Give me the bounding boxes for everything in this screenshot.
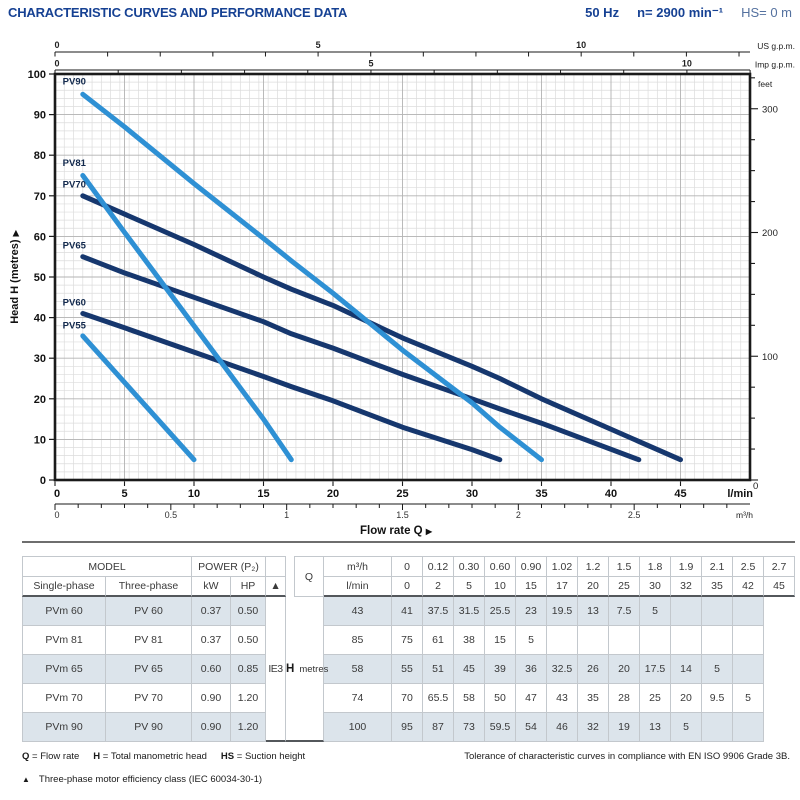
hp-value-cell: 1.20 <box>231 684 266 713</box>
legend-key: HS <box>220 751 237 762</box>
y-tick-label: 70 <box>33 190 46 203</box>
h-value-cell <box>733 597 764 626</box>
q-m3h-value: 1.9 <box>671 556 702 577</box>
triangle-header-blank <box>266 556 286 577</box>
us-gpm-tick-label: 0 <box>54 40 60 50</box>
kw-value-cell: 0.90 <box>192 684 231 713</box>
kw-value-cell: 0.60 <box>192 655 231 684</box>
q-m3h-value: 0.30 <box>454 556 485 577</box>
feet-zero-label: 0 <box>753 481 759 492</box>
feet-tick-label: 300 <box>762 104 778 116</box>
q-lmin-unit-label: l/min <box>324 577 392 597</box>
footnote-row <box>22 751 790 762</box>
curve-label-PV90: PV90 <box>62 76 86 88</box>
h-value-cell: 75 <box>392 626 423 655</box>
lmin-tick-label: 20 <box>326 488 340 500</box>
imp-gpm-tick-label: 10 <box>681 58 692 69</box>
frequency-value: 50 Hz <box>585 5 620 20</box>
legend-key: H <box>93 751 103 762</box>
spec-values <box>585 5 792 21</box>
q-m3h-value: 2.5 <box>733 556 764 577</box>
q-lmin-value: 32 <box>671 577 702 597</box>
h-value-cell: 28 <box>609 684 640 713</box>
h-value-cell: 17.5 <box>640 655 671 684</box>
h-value-cell: 47 <box>516 684 547 713</box>
m3h-tick-label: 1.5 <box>396 510 409 520</box>
q-lmin-value: 45 <box>764 577 795 597</box>
y-axis-left <box>28 69 55 487</box>
kw-header: kW <box>192 577 231 597</box>
h-value-cell: 43 <box>324 597 392 626</box>
h-value-cell: 51 <box>423 655 454 684</box>
h-value-cell: 59.5 <box>485 713 516 742</box>
h-symbol: H <box>286 662 295 675</box>
model-single-cell: PVm 60 <box>22 597 106 626</box>
y-tick-label: 20 <box>33 393 46 406</box>
us-gpm-unit-label: US g.p.m. <box>757 41 795 51</box>
h-value-cell: 50 <box>485 684 516 713</box>
triangle-header: ▲ <box>266 577 286 597</box>
h-value-cell: 31.5 <box>454 597 485 626</box>
tolerance-note: Tolerance of characteristic curves in compliance with EN ISO 9906 Grade 3B. <box>464 751 790 762</box>
lmin-tick-label: 5 <box>121 488 128 500</box>
q-m3h-unit-label: m³/h <box>324 556 392 577</box>
q-lmin-value: 2 <box>423 577 454 597</box>
h-value-cell: 46 <box>547 713 578 742</box>
lmin-unit-label: l/min <box>727 488 753 500</box>
imp-gpm-tick-label: 5 <box>368 58 374 69</box>
h-value-cell: 32.5 <box>547 655 578 684</box>
h-value-cell: 70 <box>392 684 423 713</box>
us-gpm-tick-label: 5 <box>315 40 321 50</box>
h-unit: metres <box>299 663 329 675</box>
q-lmin-value: 0 <box>392 577 423 597</box>
x-axis-lmin <box>54 482 753 501</box>
ie3-cell: IE3 <box>266 597 286 742</box>
lmin-tick-label: 10 <box>187 488 201 500</box>
model-three-cell: PV 81 <box>106 626 192 655</box>
h-value-cell: 5 <box>733 684 764 713</box>
h-value-cell: 25.5 <box>485 597 516 626</box>
h-value-cell: 100 <box>324 713 392 742</box>
triangle-icon: ▲ <box>22 775 30 784</box>
h-value-cell: 74 <box>324 684 392 713</box>
feet-tick-label: 100 <box>762 351 778 363</box>
h-value-cell <box>578 626 609 655</box>
speed-value: n= 2900 min⁻¹ <box>637 5 724 20</box>
lmin-tick-label: 30 <box>465 488 479 500</box>
h-value-cell: 20 <box>671 684 702 713</box>
page-title: CHARACTERISTIC CURVES AND PERFORMANCE DATA <box>8 5 348 20</box>
kw-value-cell: 0.90 <box>192 713 231 742</box>
y-tick-label: 10 <box>33 434 46 447</box>
symbol-legend <box>22 751 305 762</box>
q-lmin-value: 10 <box>485 577 516 597</box>
model-single-cell: PVm 90 <box>22 713 106 742</box>
three-phase-header: Three-phase <box>106 577 192 597</box>
y-tick-label: 40 <box>33 312 46 325</box>
x-axis-m3h <box>54 504 753 520</box>
h-value-cell: 7.5 <box>609 597 640 626</box>
lmin-tick-label: 15 <box>257 488 270 500</box>
h-value-cell: 43 <box>547 684 578 713</box>
h-value-cell <box>640 626 671 655</box>
y-axis-right-feet <box>751 78 778 492</box>
q-m3h-value: 0 <box>392 556 423 577</box>
h-value-cell <box>702 713 733 742</box>
y-tick-label: 90 <box>33 109 46 122</box>
q-lmin-value: 17 <box>547 577 578 597</box>
h-value-cell: 32 <box>578 713 609 742</box>
q-m3h-value: 1.02 <box>547 556 578 577</box>
model-header: MODEL <box>22 556 192 577</box>
lmin-tick-label: 40 <box>604 488 618 500</box>
h-value-cell: 26 <box>578 655 609 684</box>
power-header: POWER (P₂) <box>192 556 266 577</box>
h-value-cell: 5 <box>702 655 733 684</box>
m3h-tick-label: 0 <box>54 510 60 520</box>
model-three-cell: PV 70 <box>106 684 192 713</box>
performance-table-wrap <box>22 556 795 742</box>
hp-header: HP <box>231 577 266 597</box>
h-value-cell: 15 <box>485 626 516 655</box>
m3h-tick-label: 1 <box>284 510 290 520</box>
y-tick-label: 30 <box>33 353 46 366</box>
legend-item: H = Total manometric head <box>93 751 207 762</box>
model-three-cell: PV 60 <box>106 597 192 626</box>
imp-gpm-unit-label: Imp g.p.m. <box>754 59 795 70</box>
x-axis-imp-gpm <box>54 59 795 74</box>
h-value-cell: 13 <box>640 713 671 742</box>
q-header: Q <box>294 556 324 597</box>
efficiency-note-row <box>22 774 262 785</box>
q-m3h-value: 1.8 <box>640 556 671 577</box>
q-lmin-value: 42 <box>733 577 764 597</box>
h-value-cell <box>733 626 764 655</box>
q-lmin-value: 5 <box>454 577 485 597</box>
q-lmin-value: 35 <box>702 577 733 597</box>
h-value-cell: 45 <box>454 655 485 684</box>
h-value-cell: 58 <box>454 684 485 713</box>
imp-gpm-tick-label: 0 <box>54 58 60 69</box>
h-value-cell: 9.5 <box>702 684 733 713</box>
h-value-cell: 61 <box>423 626 454 655</box>
legend-item: Q = Flow rate <box>22 751 80 762</box>
feet-tick-label: 200 <box>762 228 778 240</box>
y-tick-label: 50 <box>33 272 46 284</box>
h-value-cell: 65.5 <box>423 684 454 713</box>
lmin-tick-label: 0 <box>53 488 61 500</box>
curve-label-PV81: PV81 <box>62 157 86 169</box>
curve-label-PV55: PV55 <box>62 320 86 332</box>
h-value-cell: 95 <box>392 713 423 742</box>
h-value-cell: 19 <box>609 713 640 742</box>
legend-key: Q <box>22 751 33 762</box>
q-m3h-value: 2.1 <box>702 556 733 577</box>
y-tick-label: 80 <box>33 150 46 163</box>
suction-height-value: HS= 0 m <box>741 5 792 20</box>
us-gpm-tick-label: 10 <box>576 40 587 50</box>
q-m3h-value: 1.2 <box>578 556 609 577</box>
lmin-tick-label: 25 <box>396 488 409 500</box>
h-value-cell: 38 <box>454 626 485 655</box>
m3h-tick-label: 2.5 <box>627 510 641 520</box>
single-phase-header: Single-phase <box>22 577 106 597</box>
h-value-cell: 85 <box>324 626 392 655</box>
h-value-cell: 13 <box>578 597 609 626</box>
q-m3h-value: 1.5 <box>609 556 640 577</box>
m3h-tick-label: 2 <box>515 510 521 520</box>
h-value-cell: 36 <box>516 655 547 684</box>
h-value-cell: 54 <box>516 713 547 742</box>
x-axis-title: Flow rate Q ▶ <box>360 525 432 537</box>
h-value-cell: 20 <box>609 655 640 684</box>
h-value-cell: 25 <box>640 684 671 713</box>
h-value-cell: 73 <box>454 713 485 742</box>
y-tick-label: 60 <box>33 231 46 244</box>
q-lmin-value: 30 <box>640 577 671 597</box>
head-metres-cell <box>286 597 329 742</box>
lmin-tick-label: 35 <box>535 488 548 500</box>
h-value-cell: 87 <box>423 713 454 742</box>
h-value-cell <box>702 626 733 655</box>
hp-value-cell: 1.20 <box>231 713 266 742</box>
model-single-cell: PVm 65 <box>22 655 106 684</box>
model-single-cell: PVm 70 <box>22 684 106 713</box>
legend-item: HS = Suction height <box>220 751 306 762</box>
q-m3h-value: 2.7 <box>764 556 795 577</box>
q-lmin-value: 15 <box>516 577 547 597</box>
curve-label-PV60: PV60 <box>62 297 86 309</box>
h-value-cell <box>671 597 702 626</box>
h-value-cell: 39 <box>485 655 516 684</box>
hp-value-cell: 0.50 <box>231 597 266 626</box>
h-value-cell: 41 <box>392 597 423 626</box>
model-three-cell: PV 90 <box>106 713 192 742</box>
h-value-cell <box>547 626 578 655</box>
m3h-unit-label: m³/h <box>736 510 753 520</box>
h-value-cell <box>609 626 640 655</box>
q-lmin-value: 25 <box>609 577 640 597</box>
h-value-cell: 5 <box>671 713 702 742</box>
q-lmin-value: 20 <box>578 577 609 597</box>
y-tick-label: 100 <box>27 69 46 81</box>
h-value-cell: 58 <box>324 655 392 684</box>
table-gap <box>286 556 294 597</box>
h-value-cell: 55 <box>392 655 423 684</box>
curve-label-PV70: PV70 <box>62 179 86 191</box>
kw-value-cell: 0.37 <box>192 626 231 655</box>
h-value-cell: 19.5 <box>547 597 578 626</box>
efficiency-note: Three-phase motor efficiency class (IEC 60034-30-1) <box>38 774 263 785</box>
hp-value-cell: 0.50 <box>231 626 266 655</box>
x-axis-us-gpm <box>54 40 795 57</box>
h-value-cell <box>702 597 733 626</box>
hp-value-cell: 0.85 <box>231 655 266 684</box>
h-value-cell: 35 <box>578 684 609 713</box>
performance-curves-chart <box>0 30 800 550</box>
feet-unit-label: feet <box>758 79 773 89</box>
page-header <box>8 5 792 21</box>
lmin-tick-label: 45 <box>674 488 687 500</box>
model-three-cell: PV 65 <box>106 655 192 684</box>
y-axis-title: Head H (metres) ▶ <box>9 230 21 324</box>
q-m3h-value: 0.12 <box>423 556 454 577</box>
kw-value-cell: 0.37 <box>192 597 231 626</box>
m3h-tick-label: 0.5 <box>164 510 178 520</box>
h-value-cell <box>671 626 702 655</box>
h-value-cell: 37.5 <box>423 597 454 626</box>
h-value-cell <box>733 655 764 684</box>
y-tick-label: 0 <box>39 475 46 487</box>
h-value-cell: 5 <box>640 597 671 626</box>
h-value-cell: 5 <box>516 626 547 655</box>
model-single-cell: PVm 81 <box>22 626 106 655</box>
h-value-cell: 14 <box>671 655 702 684</box>
q-m3h-value: 0.60 <box>485 556 516 577</box>
h-value-cell: 23 <box>516 597 547 626</box>
q-m3h-value: 0.90 <box>516 556 547 577</box>
curve-label-PV65: PV65 <box>62 240 86 252</box>
h-value-cell <box>733 713 764 742</box>
performance-table <box>22 556 795 742</box>
